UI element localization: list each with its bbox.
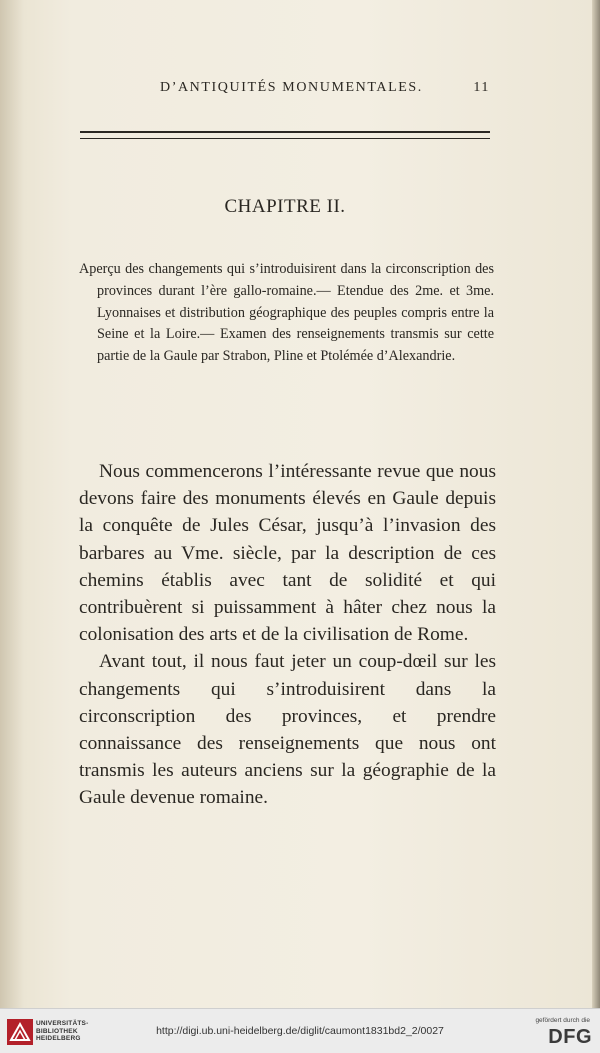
library-name-line: BIBLIOTHEK (36, 1027, 78, 1035)
dfg-logo: DFG (548, 1026, 592, 1048)
chapter-summary (79, 259, 494, 368)
paragraph-2: Avant tout, il nous faut jeter un coup-dœil sur les changements qui s’introduisirent dans la circonscription des provinces, et prendre connaissance des renseignements que nous ont transmis les auteurs anciens sur la géographie de la Gaule devenue romaine. (79, 651, 496, 809)
chapter-title: CHAPITRE II. (224, 196, 346, 217)
library-name-line: UNIVERSITÄTS- (36, 1020, 89, 1027)
paragraph-1: Nous commencerons l’intéressante revue que nous devons faire des monuments élevés en Gaule depuis la conquête de Jules César, jusqu’à l’invasion des barbares au Vme. siècle, par la description de ces chemins établis avec tant de solidité et qui contribuèrent si puissamment à hâter chez nous la colonisation des arts et de la civilisation de Rome. (79, 461, 496, 646)
library-name-line: HEIDELBERG (36, 1035, 81, 1042)
header-rule-thin (80, 138, 490, 139)
chapter-summary-text: Aperçu des changements qui s’introduisirent dans la circonscription des provinces durant l’ère gallo-romaine.— Etendue des 2me. et 3me. Lyonnaises et distribution géographique des peuples compris entre la Seine et la Loire.— Examen des renseignements transmis sur cette partie de la Gaule par Strabon, Pline et Ptolémée d’Alexandrie. (79, 261, 494, 365)
running-title: D’ANTIQUITÉS MONUMENTALES. (160, 80, 423, 95)
funded-by-label: gefördert durch die (535, 1017, 590, 1024)
permalink-url[interactable]: http://digi.ub.uni-heidelberg.de/diglit/caumont1831bd2_2/0027 (156, 1025, 444, 1037)
page-number: 11 (473, 80, 490, 95)
header-rule-thick (80, 131, 490, 133)
viewer-footer (0, 1008, 600, 1053)
body-text (79, 458, 496, 812)
